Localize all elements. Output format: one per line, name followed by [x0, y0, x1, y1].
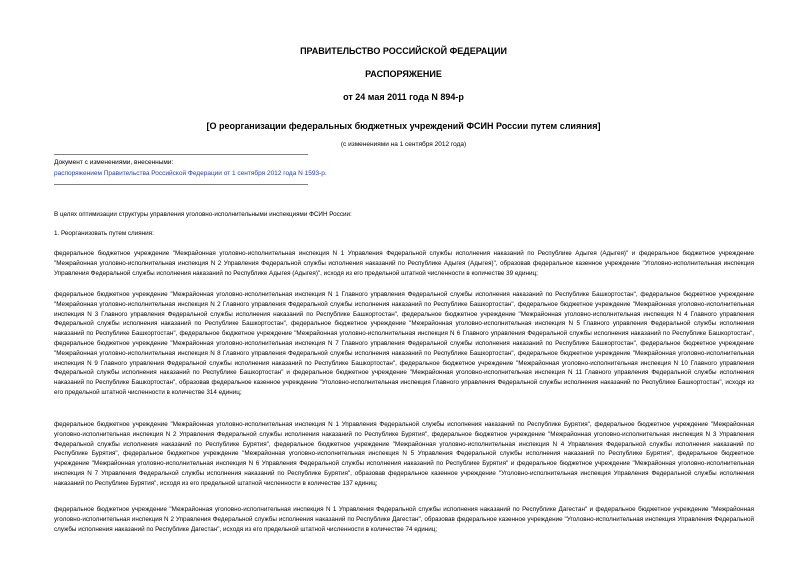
paragraph-bashkortostan: федеральное бюджетное учреждение "Межрайонная уголовно-исполнительная инспекция N 1 Главного управления Федеральной службы исполнения наказаний по Республике Башкортостан", федеральное бюджетное учреждение "Межрайонная уголовно-исполнительная инспекция N 2 Главного управления Федеральной службы исполнения наказаний по Республике Башкортостан", федеральное бюджетное учреждение "Межрайонная уголовно-исполнительная инспекция N 3 Главного управления Федеральной службы исполнения наказаний по Республике Башкортостан", федеральное бюджетное учреждение "Межрайонная уголовно-исполнительная инспекция N 4 Главного управления Федеральной службы исполнения наказаний по Республике Башкортостан", федеральное бюджетное учреждение "Межрайонная уголовно-исполнительная инспекция N 5 Главного управления Федеральной службы исполнения наказаний по Республике Башкортостан", федеральное бюджетное учреждение "Межрайонная уголовно-исполнительная инспекция N 6 Главного управления Федеральной службы исполнения наказаний по Республике Башкортостан", федеральное бюджетное учреждение "Межрайонная уголовно-исполнительная инспекция N 7 Главного управления Федеральной службы исполнения наказаний по Республике Башкортостан", федеральное бюджетное учреждение "Межрайонная уголовно-исполнительная инспекция N 8 Главного управления Федеральной службы исполнения наказаний по Республике Башкортостан", федеральное бюджетное учреждение "Межрайонная уголовно-исполнительная инспекция N 9 Главного управления Федеральной службы исполнения наказаний по Республике Башкортостан", федеральное бюджетное учреждение "Межрайонная уголовно-исполнительная инспекция N 10 Главного управления Федеральной службы исполнения наказаний по Республике Башкортостан" и федеральное бюджетное учреждение "Межрайонная уголовно-исполнительная инспекция N 11 Главного управления Федеральной службы исполнения наказаний по Республике Башкортостан", образовав федеральное казенное учреждение "Уголовно-исполнительная инспекция Главного управления Федеральной службы исполнения наказаний по Республике Башкортостан", исходя из его предельной штатной численности в количестве 314 единиц;	[54, 291, 754, 396]
paragraph-adygea: федеральное бюджетное учреждение "Межрайонная уголовно-исполнительная инспекция N 1 Управления Федеральной службы исполнения наказаний по Республике Адыгея (Адыгея)" и федеральное бюджетное учреждение "Межрайонная уголовно-исполнительная инспекция N 2 Управления Федеральной службы исполнения наказаний по Республике Адыгея (Адыгея)", образовав федеральное казенное учреждение "Уголовно-исполнительная инспекция Управления Федеральной службы исполнения наказаний по Республике Адыгея (Адыгея)", исходя из его предельной штатной численности в количестве 39 единиц;	[54, 250, 754, 277]
changes-top-divider	[54, 154, 308, 155]
document-date: от 24 мая 2011 года N 894-р	[343, 92, 464, 102]
changes-label: Документ с изменениями, внесенными:	[54, 159, 174, 166]
paragraph-buryatia: федеральное бюджетное учреждение "Межрайонная уголовно-исполнительная инспекция N 1 Управления Федеральной службы исполнения наказаний по Республике Бурятия", федеральное бюджетное учреждение "Межрайонная уголовно-исполнительная инспекция N 2 Управления Федеральной службы исполнения наказаний по Республике Бурятия", федеральное бюджетное учреждение "Межрайонная уголовно-исполнительная инспекция N 3 Управления Федеральной службы исполнения наказаний по Республике Бурятия", федеральное бюджетное учреждение "Межрайонная уголовно-исполнительная инспекция N 4 Управления Федеральной службы исполнения наказаний по Республике Бурятия", федеральное бюджетное учреждение "Межрайонная уголовно-исполнительная инспекция N 5 Управления Федеральной службы исполнения наказаний по Республике Бурятия", федеральное бюджетное учреждение "Межрайонная уголовно-исполнительная инспекция N 6 Управления Федеральной службы исполнения наказаний по Республике Бурятия" и федеральное бюджетное учреждение "Межрайонная уголовно-исполнительная инспекция N 7 Управления Федеральной службы исполнения наказаний по Республике Бурятия", образовав федеральное казенное учреждение "Уголовно-исполнительная инспекция Управления Федеральной службы исполнения наказаний по Республике Бурятия", исходя из его предельной штатной численности в количестве 137 единиц;	[54, 421, 754, 487]
paragraph-dagestan: федеральное бюджетное учреждение "Межрайонная уголовно-исполнительная инспекция N 1 Управления Федеральной службы исполнения наказаний по Республике Дагестан" и федеральное бюджетное учреждение "Межрайонная уголовно-исполнительная инспекция N 2 Управления Федеральной службы исполнения наказаний по Республике Дагестан", образовав федеральное казенное учреждение "Уголовно-исполнительная инспекция Управления Федеральной службы исполнения наказаний по Республике Дагестан", исходя из его предельной штатной численности в количестве 74 единиц;	[54, 506, 754, 533]
changes-bottom-divider	[54, 184, 308, 185]
document-type: РАСПОРЯЖЕНИЕ	[365, 69, 442, 79]
government-heading: ПРАВИТЕЛЬСТВО РОССИЙСКОЙ ФЕДЕРАЦИИ	[300, 46, 507, 56]
document-title: [О реорганизации федеральных бюджетных учреждений ФСИН России путем слияния]	[206, 121, 601, 131]
amending-decree-link[interactable]: распоряжением Правительства Российской Федерации от 1 сентября 2012 года N 1593-р.	[54, 170, 327, 177]
item-1: 1. Реорганизовать путем слияния:	[54, 230, 154, 237]
amendment-note: (с изменениями на 1 сентября 2012 года)	[340, 141, 467, 148]
intro-paragraph: В целях оптимизации структуры управления уголовно-исполнительными инспекциями ФСИН России:	[54, 211, 352, 218]
